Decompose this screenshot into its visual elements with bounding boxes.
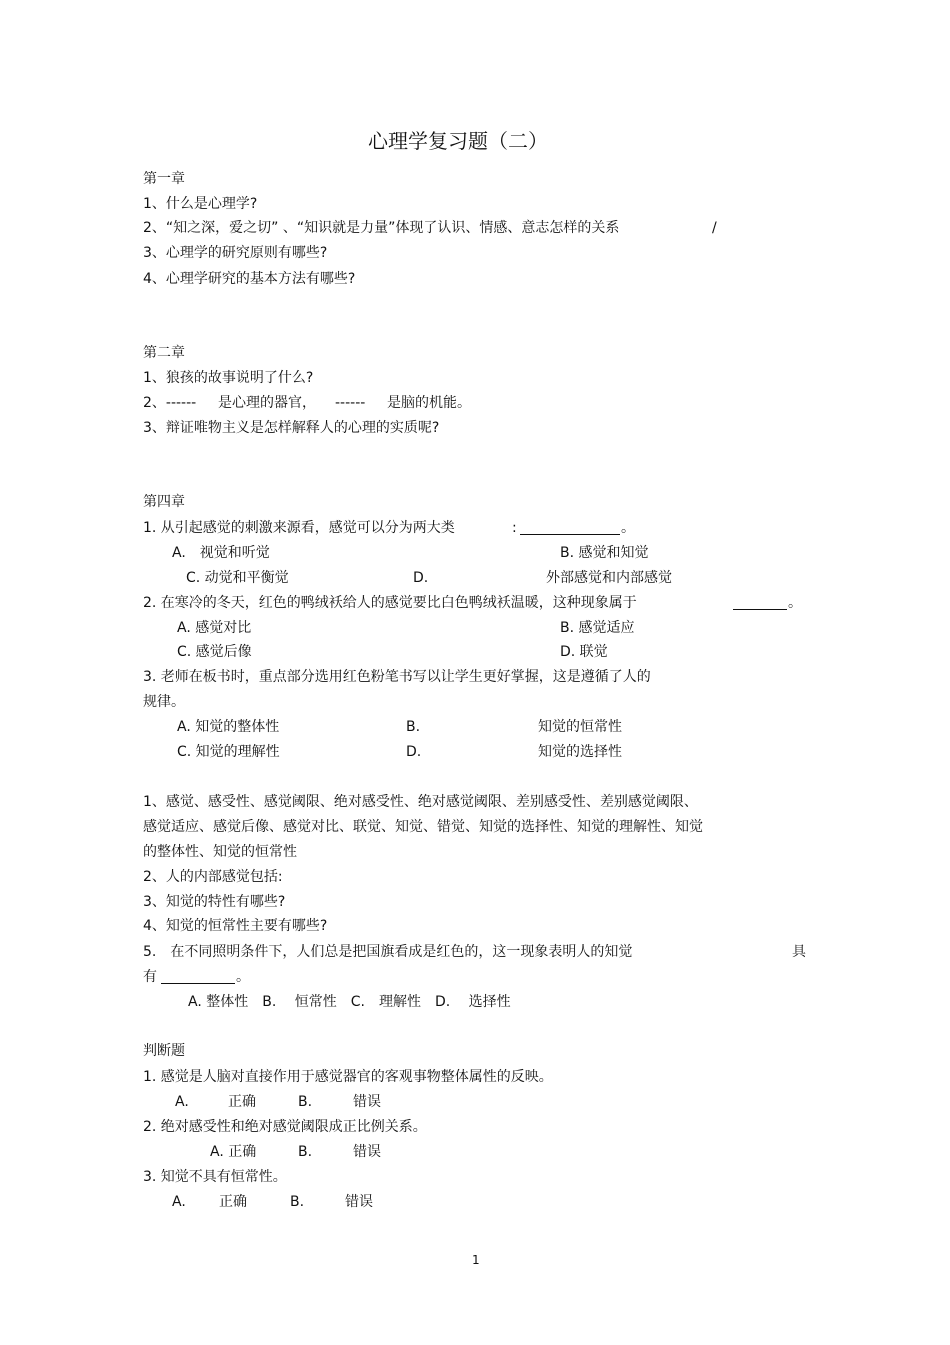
ch2-question-1: 1、狼孩的故事说明了什么? <box>143 370 314 386</box>
ch4-question-5-ju: 具 <box>792 944 806 960</box>
mc2-option-a: A. 感觉对比 <box>177 620 252 636</box>
ch4-question-5-end: 。 <box>236 969 250 985</box>
terms-line-2: 感觉适应、感觉后像、感觉对比、联觉、知觉、错觉、知觉的选择性、知觉的理解性、知觉 <box>143 819 703 835</box>
mc3-stem: 3. 老师在板书时，重点部分选用红色粉笔书写以让学生更好掌握，这是遵循了人的 <box>143 669 651 685</box>
tf-question-2: 2. 绝对感受性和绝对感觉阈限成正比例关系。 <box>143 1119 427 1135</box>
ch4-question-5-blank <box>161 970 235 984</box>
tf-q3-option-a-text: 正确 <box>219 1194 247 1210</box>
mc2-answer-blank <box>733 596 787 610</box>
tf-q3-option-a-label: A. <box>172 1194 186 1210</box>
ch2-question-2-part-d: 是脑的机能。 <box>387 395 471 411</box>
ch1-question-1: 1、什么是心理学? <box>143 196 258 212</box>
mc1-option-d-text: 外部感觉和内部感觉 <box>546 570 672 586</box>
tf-q2-option-b-text: 错误 <box>353 1144 381 1160</box>
mc2-option-d: D. 联觉 <box>560 644 608 660</box>
mc1-answer-blank <box>520 521 620 535</box>
true-false-heading: 判断题 <box>143 1043 185 1059</box>
chapter-4-heading: 第四章 <box>143 494 185 510</box>
ch2-question-2-part-b: 是心理的器官， <box>218 395 316 411</box>
ch1-question-2-mark: / <box>712 220 717 236</box>
mc2-end: 。 <box>788 595 802 611</box>
ch4-question-5-you: 有 <box>143 969 157 985</box>
mc3-option-c: C. 知觉的理解性 <box>177 744 280 760</box>
ch4-question-4: 4、知觉的恒常性主要有哪些? <box>143 918 328 934</box>
mc2-option-b: B. 感觉适应 <box>560 620 635 636</box>
mc1-option-a: A. 视觉和听觉 <box>172 545 270 561</box>
mc1-option-b: B. 感觉和知觉 <box>560 545 649 561</box>
ch1-question-4: 4、心理学研究的基本方法有哪些? <box>143 271 356 287</box>
chapter-2-heading: 第二章 <box>143 345 185 361</box>
page-number: 1 <box>472 1253 480 1267</box>
tf-question-1: 1. 感觉是人脑对直接作用于感觉器官的客观事物整体属性的反映。 <box>143 1069 553 1085</box>
ch2-question-3: 3、辩证唯物主义是怎样解释人的心理的实质呢? <box>143 420 440 436</box>
chapter-1-heading: 第一章 <box>143 171 185 187</box>
mc3-option-a: A. 知觉的整体性 <box>177 719 280 735</box>
tf-q1-option-a-label: A. <box>175 1094 189 1110</box>
ch1-question-3: 3、心理学的研究原则有哪些? <box>143 245 328 261</box>
ch1-question-2: 2、“知之深，爱之切” 、“知识就是力量”体现了认识、情感、意志怎样的关系 <box>143 220 620 236</box>
mc1-colon: : <box>512 520 517 536</box>
terms-line-1: 1、感觉、感受性、感觉阈限、绝对感受性、绝对感觉阈限、差别感受性、差别感觉阈限、 <box>143 794 698 810</box>
mc1-option-c: C. 动觉和平衡觉 <box>186 570 289 586</box>
mc3-option-b-text: 知觉的恒常性 <box>538 719 622 735</box>
tf-q1-option-b-label: B. <box>298 1094 313 1110</box>
mc3-option-d-text: 知觉的选择性 <box>538 744 622 760</box>
ch4-question-5-options: A. 整体性 B. 恒常性 C. 理解性 D. 选择性 <box>188 994 511 1010</box>
tf-q3-option-b-text: 错误 <box>345 1194 373 1210</box>
ch4-question-2: 2、人的内部感觉包括: <box>143 869 283 885</box>
mc2-stem: 2. 在寒冷的冬天，红色的鸭绒袄给人的感觉要比白色鸭绒袄温暖，这种现象属于 <box>143 595 637 611</box>
mc3-option-d-label: D. <box>406 744 422 760</box>
tf-question-3: 3. 知觉不具有恒常性。 <box>143 1169 287 1185</box>
document-title: 心理学复习题（二） <box>368 129 548 153</box>
mc1-stem: 1. 从引起感觉的刺激来源看，感觉可以分为两大类 <box>143 520 455 536</box>
ch2-question-2-part-a: 2、------ <box>143 395 197 411</box>
tf-q3-option-b-label: B. <box>290 1194 305 1210</box>
terms-line-3: 的整体性、知觉的恒常性 <box>143 844 297 860</box>
mc3-option-b-label: B. <box>406 719 421 735</box>
tf-q2-option-a: A. 正确 <box>210 1144 257 1160</box>
ch2-question-2-part-c: ------ <box>335 395 366 411</box>
mc1-end: 。 <box>621 520 635 536</box>
ch4-question-5-stem: 5. 在不同照明条件下，人们总是把国旗看成是红色的，这一现象表明人的知觉 <box>143 944 633 960</box>
tf-q2-option-b-label: B. <box>298 1144 313 1160</box>
tf-q1-option-a-text: 正确 <box>228 1094 256 1110</box>
ch4-question-3: 3、知觉的特性有哪些? <box>143 894 286 910</box>
mc3-stem-continued: 规律。 <box>143 694 185 710</box>
tf-q1-option-b-text: 错误 <box>353 1094 381 1110</box>
mc2-option-c: C. 感觉后像 <box>177 644 252 660</box>
mc1-option-d-label: D. <box>413 570 429 586</box>
